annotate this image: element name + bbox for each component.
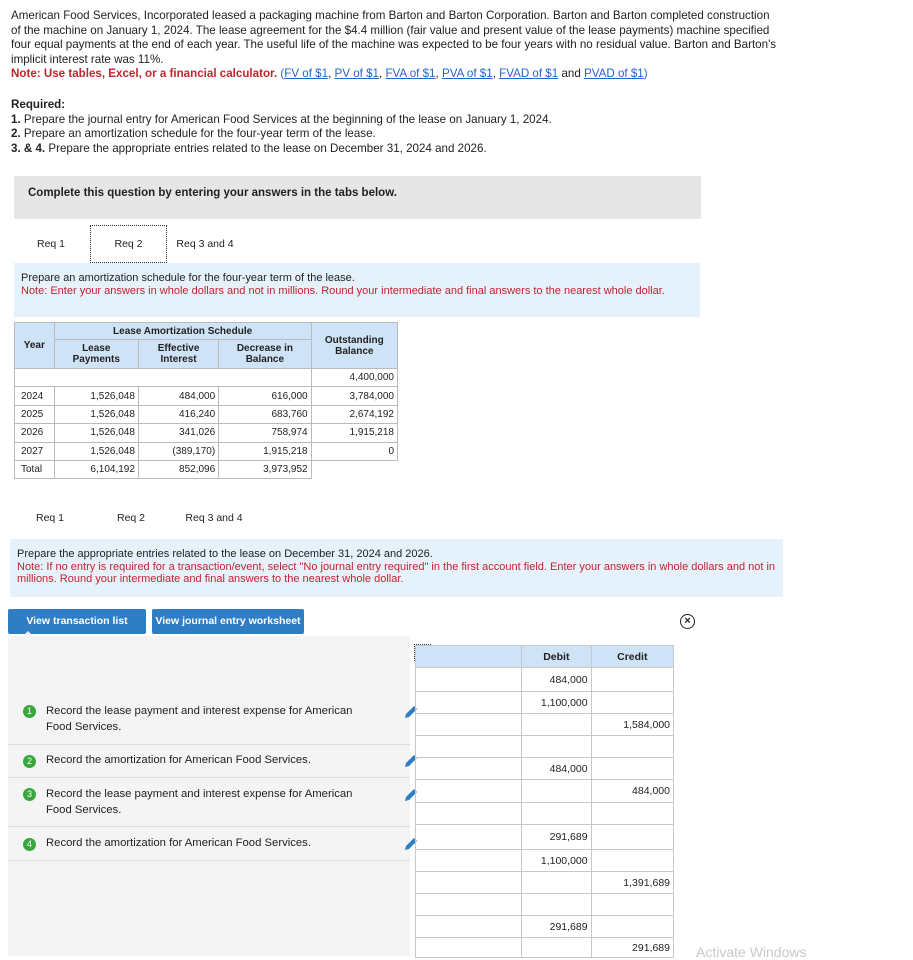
debit-cell[interactable] (522, 780, 592, 803)
entry-2-text: Record the amortization for American Food Services. (46, 754, 311, 766)
total-decrease: 3,973,952 (219, 460, 311, 478)
initial-balance[interactable]: 4,400,000 (311, 369, 397, 387)
table-row (416, 938, 674, 958)
credit-cell[interactable]: 1,391,689 (591, 872, 673, 894)
table-row (15, 442, 398, 460)
entry-3-badge: 3 (23, 788, 36, 801)
payment-cell[interactable]: 1,526,048 (54, 442, 138, 460)
entry-1-badge: 1 (23, 705, 36, 718)
entry-4-badge: 4 (23, 838, 36, 851)
year-cell: 2025 (15, 405, 55, 423)
tab-req34-lower[interactable]: Req 3 and 4 (173, 500, 255, 536)
req2-note: Note: Enter your answers in whole dollars and not in millions. Round your intermediate and final answers to the nearest whole dollar. (21, 284, 665, 297)
req34-instruction: Prepare the appropriate entries related to the lease on December 31, 2024 and 2026. (17, 548, 433, 560)
link-pvad[interactable]: PVAD of $1 (584, 67, 644, 81)
credit-cell[interactable] (591, 692, 673, 714)
total-payments: 6,104,192 (54, 460, 138, 478)
tab-req34[interactable]: Req 3 and 4 (167, 226, 243, 262)
table-row (416, 668, 674, 692)
debit-cell[interactable]: 1,100,000 (522, 850, 592, 872)
balance-cell[interactable]: 0 (311, 442, 397, 460)
total-interest: 852,096 (138, 460, 218, 478)
link-fv[interactable]: FV of $1 (284, 67, 329, 81)
col-interest: Effective Interest (138, 340, 218, 369)
table-row (416, 825, 674, 850)
col-payments: Lease Payments (54, 340, 138, 369)
table-row (416, 850, 674, 872)
credit-cell[interactable] (591, 803, 673, 825)
credit-cell[interactable]: 291,689 (591, 938, 673, 958)
amortization-table (14, 322, 398, 479)
table-row (416, 714, 674, 736)
complete-banner-text: Complete this question by entering your answers in the tabs below. (28, 187, 397, 199)
debit-cell[interactable] (522, 872, 592, 894)
payment-cell[interactable]: 1,526,048 (54, 405, 138, 423)
req2-instruction: Prepare an amortization schedule for the four-year term of the lease. (21, 272, 355, 284)
link-fva[interactable]: FVA of $1 (385, 67, 436, 81)
windows-watermark: Activate Windows (696, 944, 807, 960)
year-cell: 2024 (15, 387, 55, 405)
decrease-cell[interactable]: 616,000 (219, 387, 311, 405)
req34-note: Note: If no entry is required for a transaction/event, select "No journal entry required" in the first account field. Enter your answers in whole dollars and not in millions. Round your intermediate and final answers to the nearest whole dollar. (17, 560, 776, 586)
balance-cell[interactable]: 1,915,218 (311, 424, 397, 442)
tab-req2-lower[interactable]: Req 2 (92, 500, 170, 536)
table-row (416, 692, 674, 714)
required-title: Required: (11, 98, 66, 111)
credit-cell[interactable] (591, 894, 673, 916)
year-cell: 2026 (15, 424, 55, 442)
req-num-2: 2. (11, 127, 21, 141)
table-row (416, 894, 674, 916)
intro-note: Note: Use tables, Excel, or a financial calculator. (11, 67, 278, 81)
close-icon[interactable]: × (680, 614, 695, 629)
entry-2-badge: 2 (23, 755, 36, 768)
credit-cell[interactable] (591, 668, 673, 692)
credit-cell[interactable]: 1,584,000 (591, 714, 673, 736)
debit-cell[interactable] (522, 938, 592, 958)
debit-cell[interactable]: 291,689 (522, 916, 592, 938)
complete-banner (14, 176, 701, 219)
link-pva[interactable]: PVA of $1 (441, 67, 493, 81)
link-pv[interactable]: PV of $1 (334, 67, 379, 81)
req-num-3: 3. & 4. (11, 141, 46, 155)
col-credit: Credit (591, 646, 673, 668)
debit-cell[interactable]: 1,100,000 (522, 692, 592, 714)
table-row (15, 424, 398, 442)
table-row (416, 758, 674, 780)
debit-cell[interactable]: 484,000 (522, 758, 592, 780)
table-row (15, 369, 398, 387)
table-row (416, 780, 674, 803)
tab-req1[interactable]: Req 1 (14, 226, 88, 262)
interest-cell[interactable]: (389,170) (138, 442, 218, 460)
intro-text: American Food Services, Incorporated leased a packaging machine from Barton and Barton Corporation. Barton and Barton completed construction of the machine on January 1, 2024. The lease agreement for the $4.4 million (fair value and present value of the lease payments) machine specified four equal payments at the end of each year. The useful life of the machine was expected to be four years with no residual value. Barton and Barton's implicit interest rate was 11%. (11, 9, 777, 66)
payment-cell[interactable]: 1,526,048 (54, 387, 138, 405)
entry-4-text: Record the amortization for American Food Services. (46, 837, 311, 849)
debit-cell[interactable]: 291,689 (522, 825, 592, 850)
link-fvad[interactable]: FVAD of $1 (499, 67, 559, 81)
tab-req1-lower[interactable]: Req 1 (12, 500, 88, 536)
problem-intro: American Food Services, Incorporated leased a packaging machine from Barton and Barton Corporation. Barton and Barton completed construction of the machine on January 1, 2024. The lease agreement for the $4.4 million (fair value and present value of the lease payments) machine specified four equal payments at the end of each year. The useful life of the machine was expected to be four years with no residual value. Barton and Barton's implicit interest rate was 11%. Note: Use tables, Excel, or a financial calculator. (FV of $1, PV of $1, FVA of $1, PVA of $1, FVAD of $1 and PVAD of $1) (11, 9, 777, 81)
journal-table (415, 645, 674, 958)
entry-3-text: Record the lease payment and interest expense for American Food Services. (46, 788, 353, 816)
table-row (15, 387, 398, 405)
entry-1-text: Record the lease payment and interest expense for American Food Services. (46, 705, 353, 733)
credit-cell[interactable] (591, 850, 673, 872)
table-row (416, 803, 674, 825)
req-num-1: 1. (11, 112, 21, 126)
credit-cell[interactable] (591, 916, 673, 938)
table-row (416, 872, 674, 894)
col-decrease: Decrease in Balance (219, 340, 311, 369)
req2-instruction-box (14, 263, 700, 317)
amortization-title: Lease Amortization Schedule (54, 323, 311, 340)
total-label: Total (15, 460, 55, 478)
debit-cell[interactable] (522, 894, 592, 916)
credit-cell[interactable] (591, 825, 673, 850)
tab-req2[interactable]: Req 2 (90, 225, 167, 263)
req34-instruction-box (10, 539, 783, 597)
table-row (416, 916, 674, 938)
req-text-3: Prepare the appropriate entries related to the lease on December 31, 2024 and 2026. (48, 141, 487, 155)
interest-cell[interactable]: 341,026 (138, 424, 218, 442)
and-word: and (561, 67, 581, 81)
decrease-cell[interactable]: 758,974 (219, 424, 311, 442)
credit-cell[interactable]: 484,000 (591, 780, 673, 803)
balance-cell[interactable]: 2,674,192 (311, 405, 397, 423)
balance-cell[interactable]: 3,784,000 (311, 387, 397, 405)
debit-cell[interactable] (522, 803, 592, 825)
interest-cell[interactable]: 416,240 (138, 405, 218, 423)
credit-cell[interactable] (591, 758, 673, 780)
table-row (416, 736, 674, 758)
col-debit: Debit (522, 646, 592, 668)
col-year: Year (15, 323, 55, 369)
interest-cell[interactable]: 484,000 (138, 387, 218, 405)
view-journal-worksheet-button[interactable]: View journal entry worksheet (152, 609, 304, 634)
debit-cell[interactable] (522, 736, 592, 758)
payment-cell[interactable]: 1,526,048 (54, 424, 138, 442)
decrease-cell[interactable]: 1,915,218 (219, 442, 311, 460)
col-outstanding: Outstanding Balance (311, 323, 397, 369)
credit-cell[interactable] (591, 736, 673, 758)
req-text-1: Prepare the journal entry for American Food Services at the beginning of the lease on January 1, 2024. (23, 112, 552, 126)
req-text-2: Prepare an amortization schedule for the four-year term of the lease. (23, 127, 376, 141)
debit-cell[interactable]: 484,000 (522, 668, 592, 692)
year-cell: 2027 (15, 442, 55, 460)
table-row-total (15, 460, 398, 478)
decrease-cell[interactable]: 683,760 (219, 405, 311, 423)
debit-cell[interactable] (522, 714, 592, 736)
table-row (15, 405, 398, 423)
journal-spacer (416, 646, 522, 668)
view-transaction-list-button[interactable]: View transaction list (8, 609, 146, 634)
required-section (11, 98, 552, 156)
